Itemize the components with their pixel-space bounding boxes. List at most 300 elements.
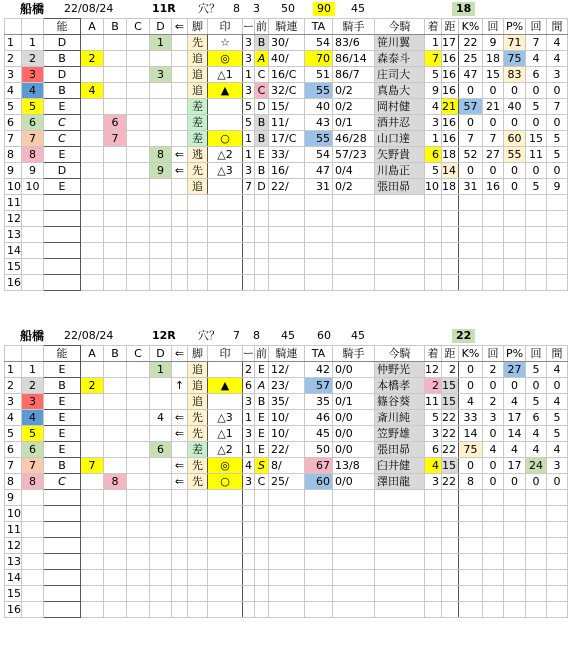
style bbox=[188, 243, 208, 259]
arrow bbox=[172, 275, 188, 291]
column-header: A bbox=[81, 346, 104, 362]
style bbox=[188, 490, 208, 506]
col-a bbox=[81, 227, 104, 243]
column-header: B bbox=[104, 346, 127, 362]
col-b bbox=[104, 362, 127, 378]
k-pct bbox=[459, 506, 483, 522]
prev bbox=[243, 602, 255, 618]
arrow bbox=[172, 586, 188, 602]
column-header: 能 bbox=[44, 19, 81, 35]
style bbox=[188, 195, 208, 211]
col-c bbox=[127, 179, 150, 195]
rank: D bbox=[44, 163, 81, 179]
grade: B bbox=[255, 131, 269, 147]
prev bbox=[243, 554, 255, 570]
rank bbox=[44, 195, 81, 211]
table-row[interactable] bbox=[5, 410, 568, 426]
arrow bbox=[172, 115, 188, 131]
mark bbox=[208, 538, 243, 554]
table-row[interactable] bbox=[5, 35, 568, 51]
row-number: 10 bbox=[5, 179, 22, 195]
grade bbox=[255, 522, 269, 538]
header-val: 7 bbox=[233, 329, 240, 342]
horse-number: 8 bbox=[22, 147, 44, 163]
col-d: 6 bbox=[150, 442, 172, 458]
col-a bbox=[81, 243, 104, 259]
col-c bbox=[127, 458, 150, 474]
dist bbox=[442, 570, 459, 586]
horse-number: 9 bbox=[22, 163, 44, 179]
col-d bbox=[150, 458, 172, 474]
col-d bbox=[150, 99, 172, 115]
jockey-name bbox=[375, 211, 425, 227]
col-b bbox=[104, 538, 127, 554]
style: 差 bbox=[188, 131, 208, 147]
jockey-name: 酒井忍 bbox=[375, 115, 425, 131]
prev bbox=[243, 227, 255, 243]
col-a bbox=[81, 394, 104, 410]
table-row[interactable] bbox=[5, 131, 568, 147]
row-number: 14 bbox=[5, 243, 22, 259]
table-row[interactable] bbox=[5, 275, 568, 291]
style bbox=[188, 538, 208, 554]
column-header: 間 bbox=[547, 19, 568, 35]
interval: 5 bbox=[547, 426, 568, 442]
interval: 7 bbox=[547, 99, 568, 115]
finish: 2 bbox=[425, 378, 442, 394]
race-number: 12R bbox=[152, 329, 176, 342]
jockey-combo bbox=[269, 522, 305, 538]
prev: 1 bbox=[243, 410, 255, 426]
finish: 6 bbox=[425, 442, 442, 458]
k-pct: 0 bbox=[459, 378, 483, 394]
p-pct: 14 bbox=[504, 426, 526, 442]
mark bbox=[208, 259, 243, 275]
table-row[interactable] bbox=[5, 67, 568, 83]
k-pct: 7 bbox=[459, 131, 483, 147]
col-d bbox=[150, 522, 172, 538]
col-c bbox=[127, 506, 150, 522]
column-header: 脚 bbox=[188, 19, 208, 35]
ta bbox=[305, 195, 333, 211]
table-row[interactable] bbox=[5, 163, 568, 179]
jockey-stat bbox=[333, 554, 375, 570]
jockey-name: 森泰斗 bbox=[375, 51, 425, 67]
mark bbox=[208, 570, 243, 586]
arrow bbox=[172, 362, 188, 378]
jockey-name bbox=[375, 275, 425, 291]
ta: 45 bbox=[305, 426, 333, 442]
table-row[interactable] bbox=[5, 506, 568, 522]
table-header-row bbox=[5, 346, 568, 362]
col-b bbox=[104, 554, 127, 570]
finish bbox=[425, 554, 442, 570]
column-header: 脚 bbox=[188, 346, 208, 362]
style: 追 bbox=[188, 179, 208, 195]
mark bbox=[208, 115, 243, 131]
horse-number: 6 bbox=[22, 442, 44, 458]
count2 bbox=[526, 554, 547, 570]
column-header: K% bbox=[459, 19, 483, 35]
col-c bbox=[127, 51, 150, 67]
table-row[interactable] bbox=[5, 115, 568, 131]
table-row[interactable] bbox=[5, 586, 568, 602]
arrow bbox=[172, 99, 188, 115]
rank: E bbox=[44, 394, 81, 410]
col-c bbox=[127, 275, 150, 291]
dist: 22 bbox=[442, 442, 459, 458]
count: 0 bbox=[483, 426, 504, 442]
p-pct: 60 bbox=[504, 131, 526, 147]
jockey-stat bbox=[333, 243, 375, 259]
row-number: 10 bbox=[5, 506, 22, 522]
interval: 0 bbox=[547, 115, 568, 131]
p-pct: 4 bbox=[504, 394, 526, 410]
mark bbox=[208, 179, 243, 195]
prev bbox=[243, 195, 255, 211]
table-row[interactable] bbox=[5, 195, 568, 211]
jockey-combo bbox=[269, 506, 305, 522]
count2 bbox=[526, 195, 547, 211]
column-header: D bbox=[150, 19, 172, 35]
prev bbox=[243, 570, 255, 586]
horse-number: 1 bbox=[22, 35, 44, 51]
col-d bbox=[150, 131, 172, 147]
table-row[interactable] bbox=[5, 490, 568, 506]
row-number: 14 bbox=[5, 570, 22, 586]
mark: ○ bbox=[208, 474, 243, 490]
arrow bbox=[172, 83, 188, 99]
col-a bbox=[81, 474, 104, 490]
k-pct: 0 bbox=[459, 115, 483, 131]
dist: 15 bbox=[442, 378, 459, 394]
row-number: 12 bbox=[5, 538, 22, 554]
col-d bbox=[150, 51, 172, 67]
column-header: B bbox=[104, 19, 127, 35]
column-header: 着 bbox=[425, 19, 442, 35]
jockey-combo: 12/ bbox=[269, 362, 305, 378]
style: 追 bbox=[188, 394, 208, 410]
table-row[interactable] bbox=[5, 394, 568, 410]
row-number: 5 bbox=[5, 426, 22, 442]
rank: D bbox=[44, 35, 81, 51]
col-d bbox=[150, 211, 172, 227]
jockey-stat: 0/0 bbox=[333, 410, 375, 426]
grade: B bbox=[255, 394, 269, 410]
col-c bbox=[127, 147, 150, 163]
arrow bbox=[172, 394, 188, 410]
finish: 11 bbox=[425, 394, 442, 410]
style: 先 bbox=[188, 458, 208, 474]
column-header bbox=[5, 346, 22, 362]
style: 先 bbox=[188, 474, 208, 490]
col-a bbox=[81, 554, 104, 570]
rank bbox=[44, 538, 81, 554]
col-b bbox=[104, 570, 127, 586]
arrow bbox=[172, 442, 188, 458]
col-c bbox=[127, 586, 150, 602]
jockey-combo: 30/ bbox=[269, 35, 305, 51]
jockey-name: 岡村健 bbox=[375, 99, 425, 115]
k-pct: 0 bbox=[459, 163, 483, 179]
col-a bbox=[81, 211, 104, 227]
arrow bbox=[172, 490, 188, 506]
table-row[interactable] bbox=[5, 426, 568, 442]
p-pct bbox=[504, 570, 526, 586]
col-c bbox=[127, 131, 150, 147]
finish bbox=[425, 506, 442, 522]
jockey-combo: 25/ bbox=[269, 474, 305, 490]
count2 bbox=[526, 602, 547, 618]
col-d bbox=[150, 195, 172, 211]
jockey-name: 臼井健 bbox=[375, 458, 425, 474]
grade: S bbox=[255, 458, 269, 474]
col-d: 8 bbox=[150, 147, 172, 163]
table-row[interactable] bbox=[5, 147, 568, 163]
rank bbox=[44, 506, 81, 522]
count2: 4 bbox=[526, 426, 547, 442]
col-a bbox=[81, 163, 104, 179]
prev bbox=[243, 243, 255, 259]
jockey-stat: 0/2 bbox=[333, 99, 375, 115]
p-pct: 71 bbox=[504, 35, 526, 51]
horse-number bbox=[22, 506, 44, 522]
dist bbox=[442, 227, 459, 243]
horse-number bbox=[22, 227, 44, 243]
col-a bbox=[81, 179, 104, 195]
rank bbox=[44, 275, 81, 291]
k-pct bbox=[459, 259, 483, 275]
grade bbox=[255, 570, 269, 586]
table-row[interactable] bbox=[5, 83, 568, 99]
table-row[interactable] bbox=[5, 179, 568, 195]
row-number: 8 bbox=[5, 474, 22, 490]
venue-label: 船橋 bbox=[20, 329, 45, 343]
table-row[interactable] bbox=[5, 243, 568, 259]
style bbox=[188, 227, 208, 243]
col-d: 9 bbox=[150, 163, 172, 179]
prev: 1 bbox=[243, 131, 255, 147]
jockey-name: 澤田龍 bbox=[375, 474, 425, 490]
jockey-combo: 22/ bbox=[269, 179, 305, 195]
dist: 16 bbox=[442, 51, 459, 67]
rank: C bbox=[44, 474, 81, 490]
col-d bbox=[150, 259, 172, 275]
ta: 47 bbox=[305, 163, 333, 179]
horse-number: 7 bbox=[22, 131, 44, 147]
table-row[interactable] bbox=[5, 554, 568, 570]
horse-number bbox=[22, 259, 44, 275]
table-row[interactable] bbox=[5, 522, 568, 538]
col-b bbox=[104, 275, 127, 291]
col-c bbox=[127, 115, 150, 131]
col-d bbox=[150, 538, 172, 554]
table-row[interactable] bbox=[5, 602, 568, 618]
col-c bbox=[127, 83, 150, 99]
arrow: ⇐ bbox=[172, 426, 188, 442]
column-header: 今騎 bbox=[375, 19, 425, 35]
table-row[interactable] bbox=[5, 211, 568, 227]
horse-number: 4 bbox=[22, 83, 44, 99]
style bbox=[188, 586, 208, 602]
col-c bbox=[127, 99, 150, 115]
jockey-stat: 0/0 bbox=[333, 442, 375, 458]
ta: 51 bbox=[305, 67, 333, 83]
prev bbox=[243, 506, 255, 522]
arrow bbox=[172, 602, 188, 618]
rank: B bbox=[44, 378, 81, 394]
interval: 5 bbox=[547, 147, 568, 163]
jockey-name bbox=[375, 570, 425, 586]
jockey-name bbox=[375, 586, 425, 602]
arrow bbox=[172, 51, 188, 67]
table-row[interactable] bbox=[5, 51, 568, 67]
interval: 5 bbox=[547, 410, 568, 426]
table-row[interactable] bbox=[5, 458, 568, 474]
col-b bbox=[104, 35, 127, 51]
rank: B bbox=[44, 83, 81, 99]
p-pct: 40 bbox=[504, 99, 526, 115]
count: 7 bbox=[483, 131, 504, 147]
k-pct bbox=[459, 195, 483, 211]
count bbox=[483, 586, 504, 602]
p-pct bbox=[504, 490, 526, 506]
grade bbox=[255, 602, 269, 618]
jockey-stat: 0/4 bbox=[333, 163, 375, 179]
col-d bbox=[150, 554, 172, 570]
interval bbox=[547, 227, 568, 243]
row-number: 16 bbox=[5, 275, 22, 291]
ta: 55 bbox=[305, 83, 333, 99]
header-val: 45 bbox=[351, 2, 365, 15]
col-a bbox=[81, 570, 104, 586]
count2: 11 bbox=[526, 147, 547, 163]
jockey-stat: 0/0 bbox=[333, 378, 375, 394]
table-row[interactable] bbox=[5, 362, 568, 378]
col-c bbox=[127, 211, 150, 227]
col-b bbox=[104, 442, 127, 458]
prev: 6 bbox=[243, 378, 255, 394]
p-pct: 0 bbox=[504, 115, 526, 131]
column-header: A bbox=[81, 19, 104, 35]
mark bbox=[208, 243, 243, 259]
rank bbox=[44, 211, 81, 227]
ta: 67 bbox=[305, 458, 333, 474]
prev: 7 bbox=[243, 179, 255, 195]
table-row[interactable] bbox=[5, 227, 568, 243]
col-d bbox=[150, 570, 172, 586]
jockey-stat bbox=[333, 538, 375, 554]
table-row[interactable] bbox=[5, 474, 568, 490]
finish: 5 bbox=[425, 410, 442, 426]
dist: 15 bbox=[442, 394, 459, 410]
venue-label: 船橋 bbox=[20, 2, 45, 16]
count: 3 bbox=[483, 410, 504, 426]
horse-number: 3 bbox=[22, 394, 44, 410]
count2: 5 bbox=[526, 362, 547, 378]
grade: C bbox=[255, 83, 269, 99]
prev bbox=[243, 490, 255, 506]
column-header: P% bbox=[504, 346, 526, 362]
col-a bbox=[81, 259, 104, 275]
col-a bbox=[81, 35, 104, 51]
style: 逃 bbox=[188, 147, 208, 163]
p-pct bbox=[504, 538, 526, 554]
p-pct: 0 bbox=[504, 474, 526, 490]
p-pct: 4 bbox=[504, 442, 526, 458]
finish bbox=[425, 195, 442, 211]
k-pct: 75 bbox=[459, 442, 483, 458]
k-pct: 47 bbox=[459, 67, 483, 83]
count2 bbox=[526, 211, 547, 227]
k-pct: 14 bbox=[459, 426, 483, 442]
count2: 5 bbox=[526, 394, 547, 410]
interval: 0 bbox=[547, 83, 568, 99]
col-c bbox=[127, 67, 150, 83]
column-header: 能 bbox=[44, 346, 81, 362]
arrow bbox=[172, 131, 188, 147]
dist: 22 bbox=[442, 410, 459, 426]
count2: 15 bbox=[526, 131, 547, 147]
column-header: D bbox=[150, 346, 172, 362]
table-row[interactable] bbox=[5, 259, 568, 275]
dist bbox=[442, 538, 459, 554]
ta bbox=[305, 506, 333, 522]
jockey-combo bbox=[269, 259, 305, 275]
interval: 4 bbox=[547, 362, 568, 378]
count: 21 bbox=[483, 99, 504, 115]
p-pct bbox=[504, 586, 526, 602]
table-row[interactable] bbox=[5, 378, 568, 394]
horse-number bbox=[22, 275, 44, 291]
grade: C bbox=[255, 474, 269, 490]
row-number: 4 bbox=[5, 83, 22, 99]
jockey-combo: 16/ bbox=[269, 163, 305, 179]
prev bbox=[243, 538, 255, 554]
column-header: C bbox=[127, 19, 150, 35]
row-number: 1 bbox=[5, 362, 22, 378]
table-row[interactable] bbox=[5, 570, 568, 586]
column-header: 前 bbox=[256, 20, 267, 33]
table-row[interactable] bbox=[5, 99, 568, 115]
style bbox=[188, 275, 208, 291]
horse-number: 8 bbox=[22, 474, 44, 490]
row-number: 9 bbox=[5, 490, 22, 506]
col-b bbox=[104, 163, 127, 179]
table-row[interactable] bbox=[5, 442, 568, 458]
header-val-highlight: 90 bbox=[313, 2, 335, 16]
table-row[interactable] bbox=[5, 538, 568, 554]
rank: E bbox=[44, 410, 81, 426]
jockey-stat: 0/1 bbox=[333, 394, 375, 410]
jockey-name: 笠野雄 bbox=[375, 426, 425, 442]
grade bbox=[255, 195, 269, 211]
col-c bbox=[127, 243, 150, 259]
grade: C bbox=[255, 67, 269, 83]
count: 0 bbox=[483, 474, 504, 490]
row-number: 13 bbox=[5, 554, 22, 570]
p-pct bbox=[504, 259, 526, 275]
style: 差 bbox=[188, 442, 208, 458]
jockey-name bbox=[375, 602, 425, 618]
k-pct: 25 bbox=[459, 51, 483, 67]
finish bbox=[425, 275, 442, 291]
count: 9 bbox=[483, 35, 504, 51]
col-b bbox=[104, 51, 127, 67]
prev: 1 bbox=[243, 67, 255, 83]
count2: 0 bbox=[526, 163, 547, 179]
count: 0 bbox=[483, 458, 504, 474]
